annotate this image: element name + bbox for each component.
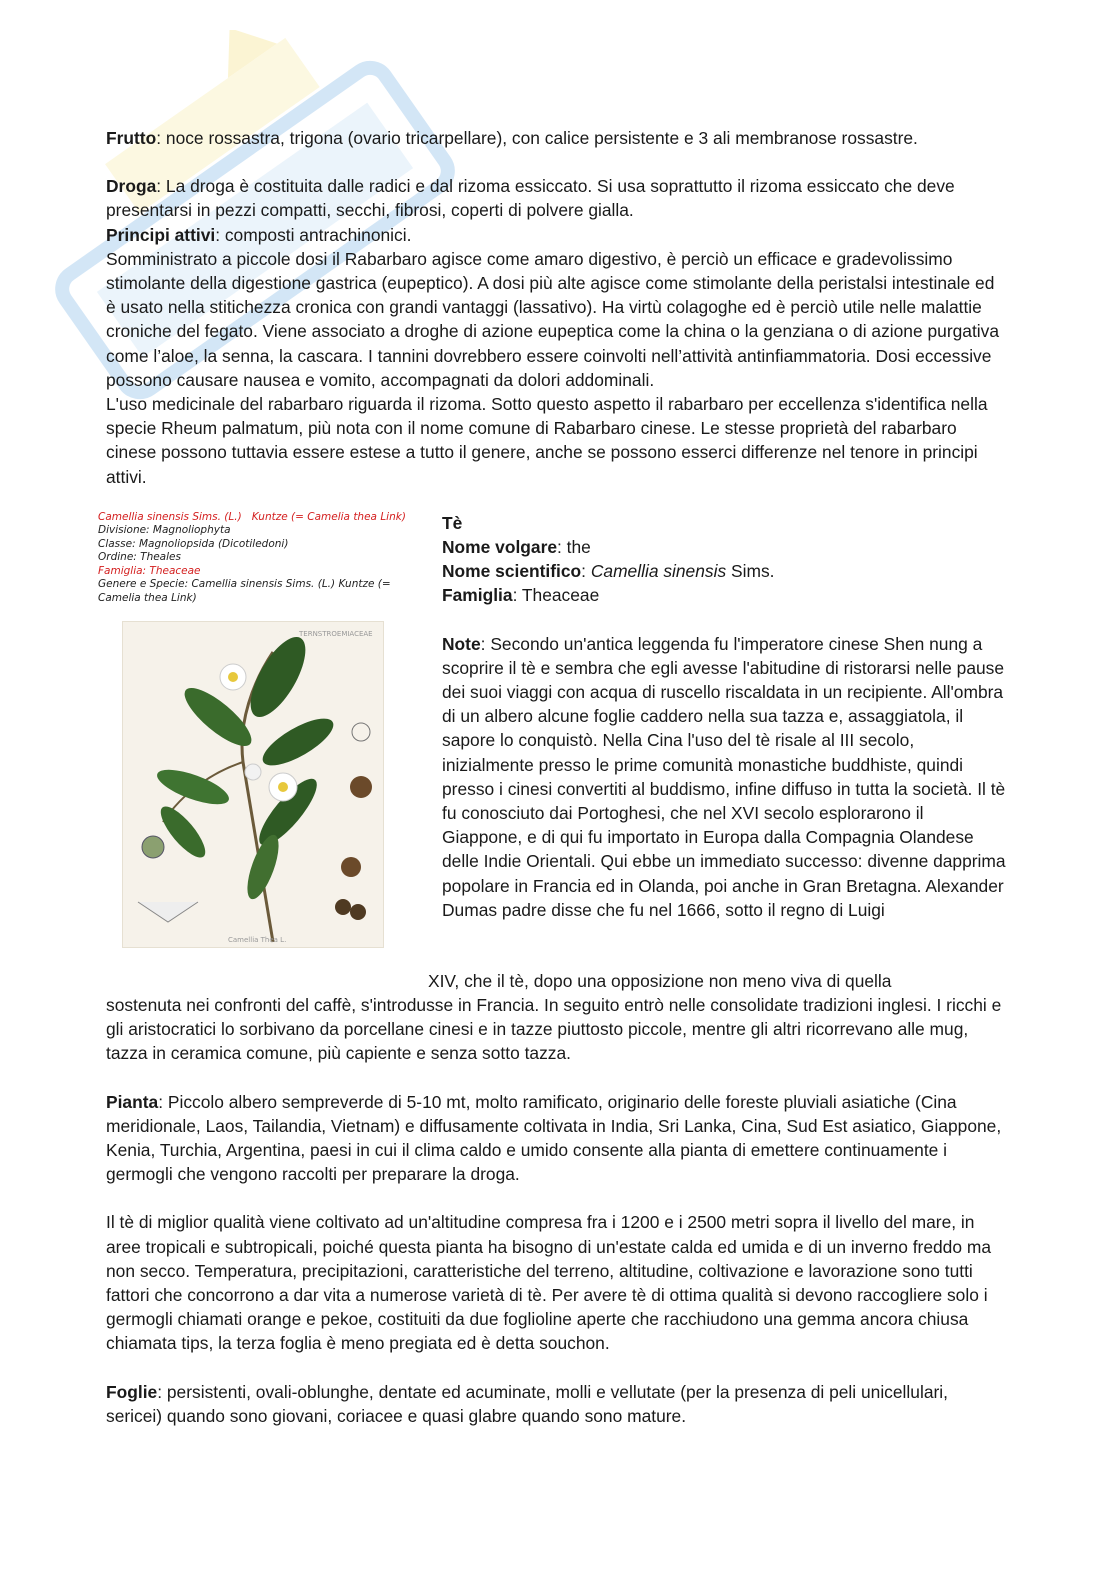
principi-paragraph bbox=[106, 223, 1006, 247]
te-title: Tè bbox=[442, 512, 463, 533]
rabarbaro-paragraph-2: L'uso medicinale del rabarbaro riguarda il rizoma. Sotto questo aspetto il rabarbaro per eccellenza s'identifica nella specie Rheum palmatum, più nota con il nome comune di Rabarbaro cinese. Le stesse proprietà del rabarbaro cinese possono tuttavia essere estese a tutto il genere, anche se possono esserci differenze nel tenore in principi attivi. bbox=[106, 394, 988, 487]
caption-synonym: Kuntze (= Camelia thea Link) bbox=[251, 510, 406, 523]
nome-scientifico-label: Nome scientifico bbox=[442, 561, 582, 582]
nome-scientifico-italic: Camellia sinensis bbox=[590, 561, 727, 582]
caption-classe: Classe: Magnoliopsida (Dicotiledoni) bbox=[98, 537, 289, 550]
caption-genere: Genere e Specie: Camellia sinensis Sims. (L.) Kuntze (= Camelia thea Link) bbox=[98, 578, 391, 604]
famiglia-value: : Theaceae bbox=[512, 585, 600, 606]
foglie-text: : persistenti, ovali-oblunghe, dentate ed acuminate, molli e vellutate (per la presenza di peli unicellulari, sericei) quando sono giovani, coriacee e quasi glabre quando sono mature. bbox=[106, 1381, 948, 1426]
pianta-label: Pianta bbox=[106, 1091, 159, 1112]
droga-paragraph bbox=[106, 174, 1006, 222]
caption-famiglia: Famiglia: Theaceae bbox=[98, 564, 201, 577]
camellia-illustration bbox=[122, 621, 384, 948]
note-line-xiv: XIV, che il tè, dopo una opposizione non meno viva di quella bbox=[428, 970, 892, 991]
famiglia-label: Famiglia bbox=[442, 585, 513, 606]
foglie-label: Foglie bbox=[106, 1381, 158, 1402]
te-text-column: Tè Nome volgare: the Nome scientifico: Camellia sinensis Sims. Famiglia: Theaceae Note: Secondo un'antica leggenda fu l'imperatore cinese Shen nung a scoprire il tè e sembra che egli avesse l'abitudine di ristorarsi nelle pause dei suoi viaggi con acqua di ruscello riscaldata in un recipiente. All'ombra di un albero alcune foglie caddero nella sua tazza e, assaggiatola, il sapore lo conquistò. Nella Cina l'uso del tè risale al III secolo, inizialmente presso le prime comunità monastiche buddhiste, quindi presso i cinesi convertiti al buddismo, infine diffuso in tutta la società. Il tè fu conosciuto dai Portoghesi, che nel XVI secolo esplorarono il Giappone, e di qui fu importato in Europa dalla Compagnia Olandese delle Indie Orientali. Qui ebbe un immediato successo: divenne dapprima popolare in Francia ed in Olanda, poi anche in Gran Bretagna. Alexander Dumas padre disse che fu nel 1666, sotto il regno di Luigi bbox=[442, 511, 1007, 922]
note-continuation: sostenuta nei confronti del caffè, s'introdusse in Francia. In seguito entrò nelle consolidate tradizioni inglesi. I ricchi e gli aristocratici lo sorbivano da porcellane cinesi e in tazze piuttosto piccole, mentre gli altri ricorrevano alle mug, tazza in ceramica comune, più capiente e senza sotto tazza. bbox=[106, 995, 1002, 1064]
frutto-paragraph bbox=[106, 126, 1006, 150]
nome-volgare-label: Nome volgare bbox=[442, 537, 558, 558]
pianta-paragraph bbox=[106, 1090, 1006, 1187]
note-text: : Secondo un'antica leggenda fu l'imperatore cinese Shen nung a scoprire il tè e sembra che egli avesse l'abitudine di ristorarsi nelle pause dei suoi viaggi con acqua di ruscello riscaldata in un recipiente. All'ombra di un albero alcune foglie caddero nella sua tazza e, assaggiatola, il sapore lo conquistò. Nella Cina l'uso del tè risale al III secolo, inizialmente presso le prime comunità monastiche buddhiste, quindi presso i cinesi convertiti al buddismo, infine diffuso in tutta la società. Il tè fu conosciuto dai Portoghesi, che nel XVI secolo esplorarono il Giappone, e di qui fu importato in Europa dalla Compagnia Olandese delle Indie Orientali. Qui ebbe un immediato successo: divenne dapprima popolare in Francia ed in Olanda, poi anche in Gran Bretagna. Alexander Dumas padre disse che fu nel 1666, sotto il regno di Luigi bbox=[442, 633, 1006, 920]
caption-ordine: Ordine: Theales bbox=[98, 551, 181, 564]
illus-bottom-label: Camellia Thea L. bbox=[228, 935, 287, 944]
droga-text: : La droga è costituita dalle radici e dal rizoma essiccato. Si usa soprattutto il rizoma essiccato che deve presentarsi in pezzi compatti, secchi, fibrosi, coperti di polvere gialla. bbox=[106, 176, 955, 221]
note-label: Note bbox=[442, 633, 481, 654]
caption-species: Camellia sinensis Sims. (L.) bbox=[98, 510, 242, 523]
nome-volgare-value: : the bbox=[557, 537, 591, 558]
te-section bbox=[98, 510, 1006, 999]
note-paragraph bbox=[442, 632, 1007, 922]
camellia-plant-drawing bbox=[123, 622, 383, 947]
camellia-figure bbox=[98, 511, 423, 951]
droga-label: Droga bbox=[106, 176, 157, 197]
caption-divisione: Divisione: Magnoliophyta bbox=[98, 524, 231, 537]
figure-caption bbox=[98, 511, 423, 606]
principi-label: Principi attivi bbox=[106, 224, 216, 245]
foglie-paragraph bbox=[106, 1380, 1006, 1428]
principi-text: : composti antrachinonici. bbox=[215, 224, 412, 245]
frutto-text: : noce rossastra, trigona (ovario tricarpellare), con calice persistente e 3 ali membranose rossastre. bbox=[156, 128, 918, 148]
nome-scientifico-rest: Sims. bbox=[726, 561, 775, 582]
rabarbaro-paragraph-1: Somministrato a piccole dosi il Rabarbaro agisce come amaro digestivo, è perciò un efficace e gradevolissimo stimolante della digestione gastrica (eupeptico). A dosi più alte agisce come stimolante della peristalsi intestinale ed è usato nella stitichezza cronica con grandi vantaggi (lassativo). Ha virtù colagoghe ed è perciò utile nelle malattie croniche del fegato. Viene associato a droghe di azione eupeptica come la china o la genziana o di azione purgativa come l’aloe, la senna, la cascara. I tannini dovrebbero essere coinvolti nell’attività antinfiammatoria. Dosi eccessive possono causare nausea e vomito, accompagnati da dolori addominali. bbox=[106, 248, 1000, 390]
pianta-text: : Piccolo albero sempreverde di 5-10 mt, molto ramificato, originario delle foreste pluviali asiatiche (Cina meridionale, Laos, Tailandia, Vietnam) e diffusamente coltivata in India, Sri Lanka, Cina, Sud Est asiatico, Giappone, Kenia, Turchia, Argentina, paesi in cui il clima caldo e umido consente alla pianta di emettere continuamente i germogli che vengono raccolti per preparare la droga. bbox=[106, 1091, 1002, 1185]
qualita-paragraph: Il tè di miglior qualità viene coltivato ad un'altitudine compresa fra i 1200 e i 2500 metri sopra il livello del mare, in aree tropicali e subtropicali, poiché questa pianta ha bisogno di un'estate calda ed umida e di un inverno freddo ma non secco. Temperatura, precipitazioni, caratteristiche del terreno, altitudine, coltivazione e lavorazione sono tutti fattori che concorrono a dar vita a numerose varietà di tè. Per avere tè di ottima qualità si devono raccogliere solo i germogli chiamati orange e pekoe, costituiti da due foglioline aperte che racchiudono una gemma ancora chiusa chiamata tips, la terza foglia è meno pregiata ed è detta souchon. bbox=[106, 1212, 992, 1354]
illus-top-label: TERNSTROEMIACEAE bbox=[299, 629, 373, 638]
frutto-label: Frutto bbox=[106, 128, 157, 148]
